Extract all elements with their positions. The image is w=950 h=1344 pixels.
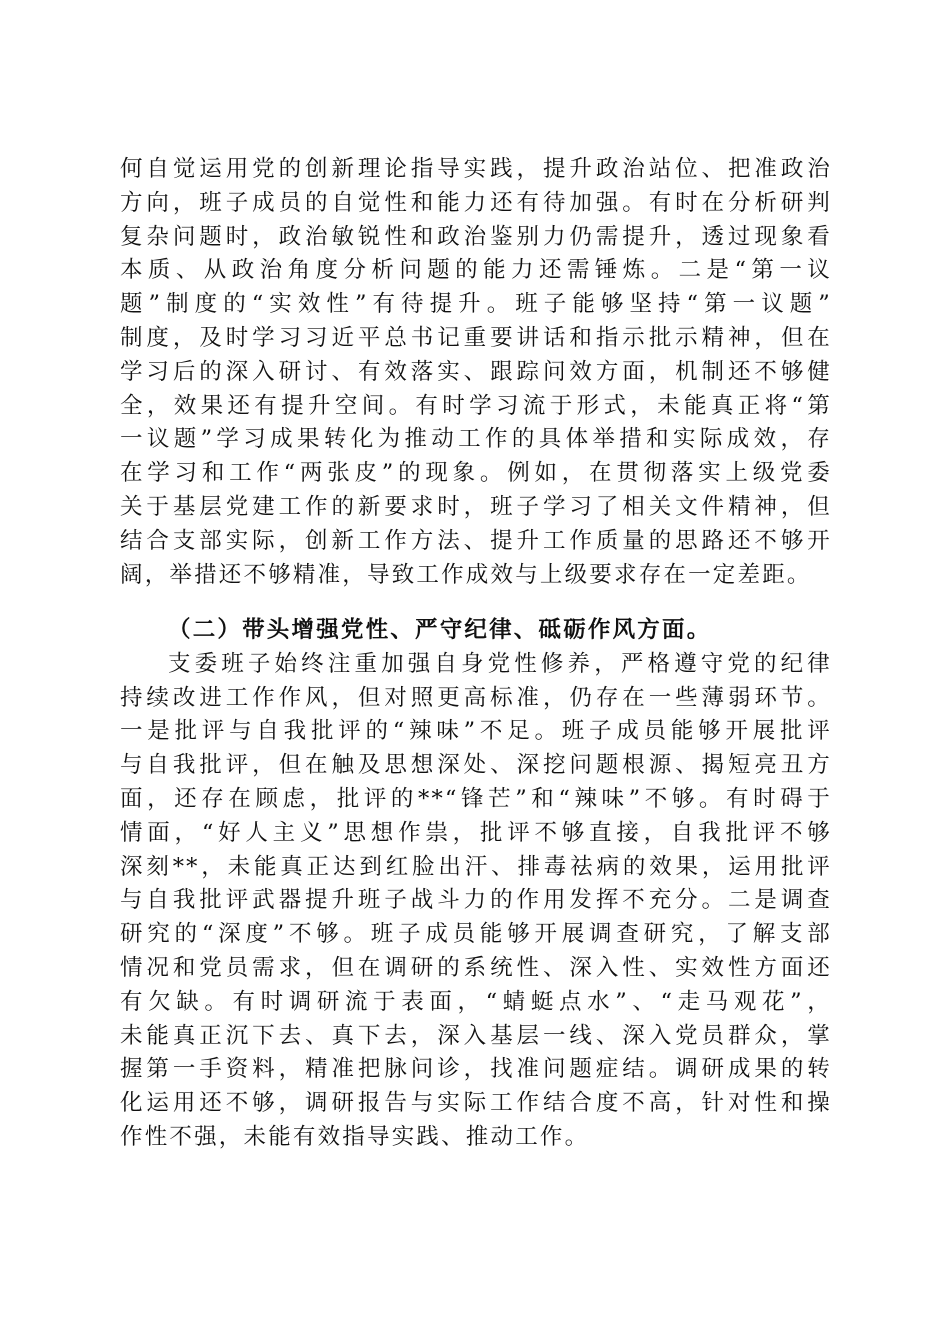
text-line: 握第一手资料，精准把脉问诊，找准问题症结。调研成果的转 [120, 1056, 832, 1083]
text-line: 何自觉运用党的创新理论指导实践，提升政治站位、把准政治 [120, 156, 832, 182]
text-line: 学习后的深入研讨、有效落实、跟踪问效方面，机制还不够健 [120, 358, 832, 385]
text-line: 题”制度的“实效性”有待提升。班子能够坚持“第一议题” [120, 291, 832, 318]
text-line: 作性不强，未能有效指导实践、推动工作。 [120, 1123, 590, 1150]
text-line: 支委班子始终注重加强自身党性修养，严格遵守党的纪律 [168, 650, 832, 677]
text-line: 阔，举措还不够精准，导致工作成效与上级要求存在一定差距。 [120, 561, 812, 588]
text-line: 化运用还不够，调研报告与实际工作结合度不高，针对性和操 [120, 1090, 832, 1117]
text-line: 方向，班子成员的自觉性和能力还有待加强。有时在分析研判 [120, 189, 832, 216]
text-line: 未能真正沉下去、真下去，深入基层一线、深入党员群众，掌 [120, 1022, 832, 1049]
text-line: 情况和党员需求，但在调研的系统性、深入性、实效性方面还 [120, 954, 832, 981]
text-line: 面，还存在顾虑，批评的**“锋芒”和“辣味”不够。有时碍于 [120, 785, 832, 812]
paragraph-political-practice [120, 153, 832, 592]
text-line: 结合支部实际，创新工作方法、提升工作质量的思路还不够开 [120, 527, 832, 554]
text-line: 与自我批评，但在触及思想深处、深挖问题根源、揭短亮丑方 [120, 752, 832, 779]
text-line: 深刻**，未能真正达到红脸出汗、排毒祛病的效果，运用批评 [120, 853, 832, 880]
text-line: 全，效果还有提升空间。有时学习流于形式，未能真正将“第 [120, 392, 832, 419]
text-line: 研究的“深度”不够。班子成员能够开展调查研究，了解支部 [120, 921, 832, 948]
text-line: 一是批评与自我批评的“辣味”不足。班子成员能够开展批评 [120, 718, 832, 745]
text-line: 在学习和工作“两张皮”的现象。例如，在贯彻落实上级党委 [120, 460, 832, 487]
text-line: 制度，及时学习习近平总书记重要讲话和指示批示精神，但在 [120, 324, 832, 351]
section-party-discipline [120, 614, 832, 1155]
text-line: 情面，“好人主义”思想作祟，批评不够直接，自我批评不够 [120, 819, 832, 846]
text-line: 一议题”学习成果转化为推动工作的具体举措和实际成效，存 [120, 426, 832, 453]
text-line: 关于基层党建工作的新要求时，班子学习了相关文件精神，但 [120, 493, 832, 520]
section-heading: （二）带头增强党性、严守纪律、砥砺作风方面。 [168, 617, 712, 643]
text-line: 本质、从政治角度分析问题的能力还需锤炼。二是“第一议 [120, 257, 832, 284]
text-line: 复杂问题时，政治敏锐性和政治鉴别力仍需提升，透过现象看 [120, 223, 832, 250]
text-line: 持续改进工作作风，但对照更高标准，仍存在一些薄弱环节。 [120, 684, 832, 711]
text-line: 有欠缺。有时调研流于表面，“蜻蜓点水”、“走马观花”， [120, 988, 832, 1015]
text-line: 与自我批评武器提升班子战斗力的作用发挥不充分。二是调查 [120, 887, 832, 914]
